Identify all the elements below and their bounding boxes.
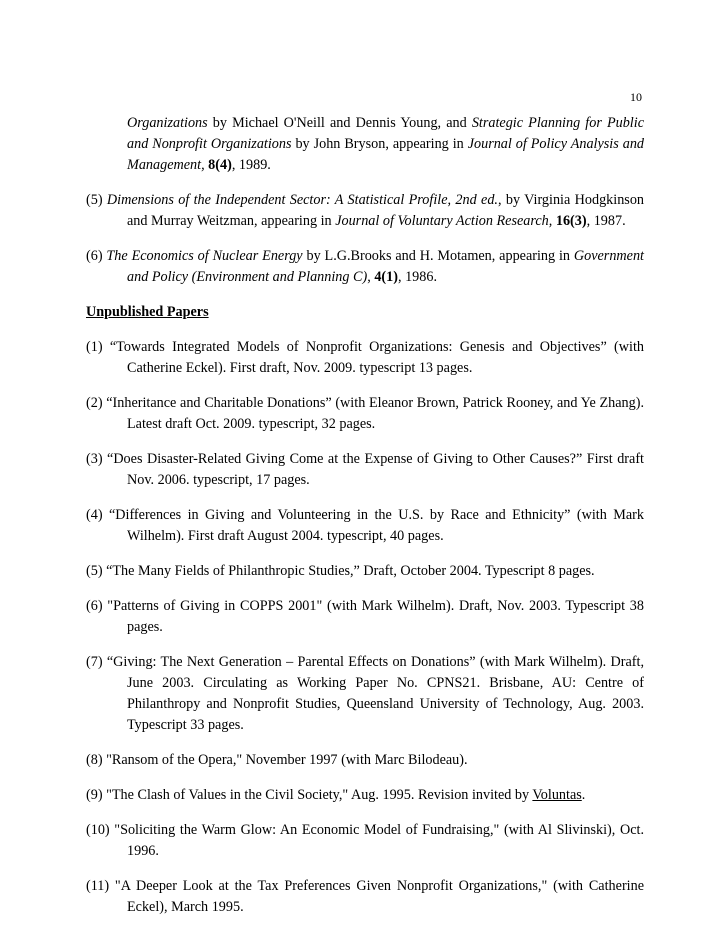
unpublished-item-10: (10) "Soliciting the Warm Glow: An Economic Model of Fundraising," (with Al Slivinski), Oct. 1996. (86, 822, 644, 859)
volume: 8(4) (208, 157, 232, 173)
unpublished-item-3: (3) “Does Disaster-Related Giving Come at the Expense of Giving to Other Causes?” First draft Nov. 2006. typescript, 17 pages. (86, 451, 644, 488)
journal-title: Journal of Voluntary Action Research, (335, 213, 553, 229)
entry-text: , by Virginia Hodgkinson and Murray Weitzman, appearing in (127, 192, 645, 229)
entry-text: by John Bryson, appearing in (291, 136, 468, 152)
journal-link: Voluntas (532, 787, 582, 803)
published-item-continued (86, 113, 644, 176)
journal-title: Government and Policy (Environment and Planning C) (127, 248, 645, 285)
entry-text: by L.G.Brooks and H. Motamen, appearing in (302, 248, 574, 264)
unpublished-item-6: (6) "Patterns of Giving in COPPS 2001" (with Mark Wilhelm). Draft, Nov. 2003. Typescript 38 pages. (86, 598, 644, 635)
volume: 4(1) (374, 269, 398, 285)
entry-text: , 1987. (586, 213, 626, 229)
entry-text: by Michael O'Neill and Dennis Young, and (207, 115, 472, 131)
entry-text: , 1986. (397, 269, 437, 285)
book-title: Organizations (127, 115, 208, 131)
published-item-6 (86, 246, 644, 288)
book-title: The Economics of Nuclear Energy (106, 248, 303, 264)
unpublished-item-9 (86, 785, 644, 806)
page-number: 10 (630, 90, 642, 104)
entry-text: (9) "The Clash of Values in the Civil Society," Aug. 1995. Revision invited by (86, 787, 533, 803)
entry-text: , (367, 269, 375, 285)
book-title: Strategic Planning for Public and Nonprofit Organizations (127, 115, 644, 152)
entry-text: . (581, 787, 586, 803)
entry-text: , 1989. (231, 157, 271, 173)
unpublished-item-5: (5) “The Many Fields of Philanthropic Studies,” Draft, October 2004. Typescript 8 pages. (86, 563, 595, 579)
unpublished-item-7: (7) “Giving: The Next Generation – Parental Effects on Donations” (with Mark Wilhelm). Draft, June 2003. Circulating as Working Paper No. CPNS21. Brisbane, AU: Centre of Philanthropy and Nonprofit Studies, Queensland University of Technology, Aug. 2003. Typescript 33 pages. (86, 654, 644, 733)
journal-title: Journal of Policy Analysis and Management, (127, 136, 645, 173)
unpublished-item-11: (11) "A Deeper Look at the Tax Preferences Given Nonprofit Organizations," (with Catherine Eckel), March 1995. (86, 878, 644, 915)
unpublished-item-4: (4) “Differences in Giving and Volunteering in the U.S. by Race and Ethnicity” (with Mark Wilhelm). First draft August 2004. typescript, 40 pages. (86, 507, 644, 544)
entry-number: (6) (86, 248, 107, 264)
page-content (86, 113, 644, 932)
entry-number: (5) (86, 192, 107, 208)
volume: 16(3) (555, 213, 587, 229)
unpublished-item-8: (8) "Ransom of the Opera," November 1997 (with Marc Bilodeau). (86, 752, 468, 768)
unpublished-item-2: (2) “Inheritance and Charitable Donations” (with Eleanor Brown, Patrick Rooney, and Ye Zhang). Latest draft Oct. 2009. typescript, 32 pages. (86, 395, 644, 432)
unpublished-item-1: (1) “Towards Integrated Models of Nonprofit Organizations: Genesis and Objectives” (with Catherine Eckel). First draft, Nov. 2009. typescript 13 pages. (86, 339, 644, 376)
book-title: Dimensions of the Independent Sector: A Statistical Profile, 2nd ed. (106, 192, 498, 208)
section-heading: Unpublished Papers (86, 304, 209, 320)
published-item-5 (86, 190, 644, 232)
